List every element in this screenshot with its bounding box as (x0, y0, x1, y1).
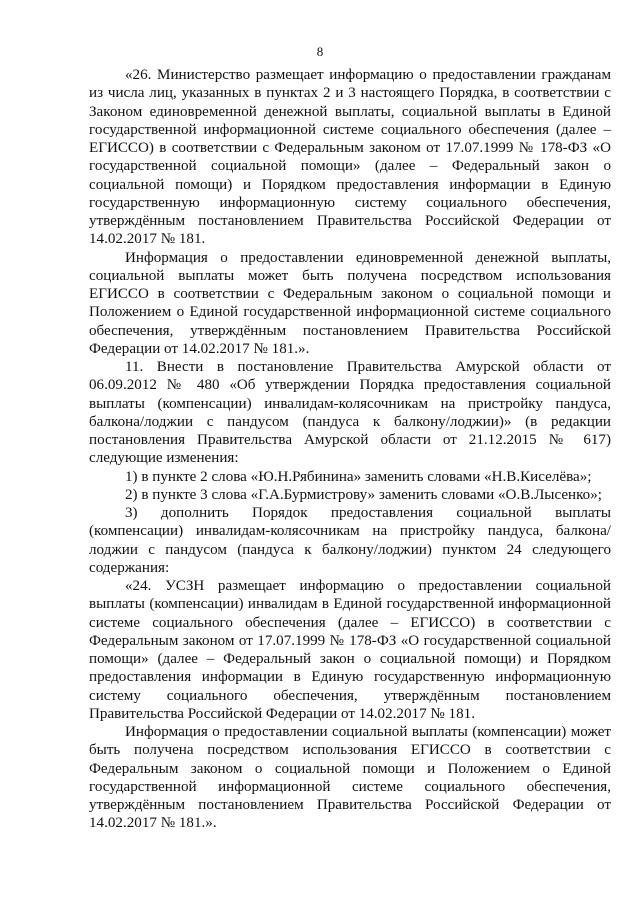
page-number: 8 (316, 44, 324, 59)
paragraph-26-egisso-ministry: «26. Министерство размещает информацию о предоставлении гражданам из числа лиц, указанных в пунктах 2 и 3 настоящего Порядка, в соответствии с Законом единовременной денежной выплаты, социальной выплаты в Единой государственной информационной системе социального обеспечения (далее – ЕГИССО) в соответствии с Федеральным законом от 17.07.1999 № 178-ФЗ «О государственной социальной помощи» (далее – Федеральный закон о социальной помощи) и Порядком предоставления информации в Единую государственную информационную систему социального обеспечения, утверждённым постановлением Правительства Российской Федерации от 14.02.2017 № 181. (89, 67, 611, 248)
paragraph-compensation-information: Информация о предоставлении социальной выплаты (компенсации) может быть получена посредством использования ЕГИССО в соответствии с Федеральным законом о социальной помощи и Положением о Единой государственной информационной системе социального обеспечения, утверждённым постановлением Правительства Российской Федерации от 14.02.2017 № 181.». (89, 724, 611, 832)
list-item-3: 3) дополнить Порядок предоставления социальной выплаты (компенсации) инвалидам-колясочникам на пристройку пандуса, балкона/лоджии с пандусом (пандуса к балкону/лоджии) пунктом 24 следующего содержания: (89, 505, 611, 576)
paragraph-egisso-information: Информация о предоставлении единовременной денежной выплаты, социальной выплаты может быть получена посредством использования ЕГИССО в соответствии с Федеральным законом о социальной помощи и Положением о Единой государственной информационной системе социального обеспечения, утверждённым постановлением Правительства Российской Федерации от 14.02.2017 № 181.». (89, 249, 611, 357)
paragraph-24-uszn: «24. УСЗН размещает информацию о предоставлении социальной выплаты (компенсации) инвалидам в Единой государственной информационной системе социального обеспечения (далее – ЕГИССО) в соответствии с Федеральным законом от 17.07.1999 № 178-ФЗ «О государственной социальной помощи» (далее – Федеральный закон о социальной помощи) и Порядком предоставления информации в Единую государственную информационную систему социального обеспечения, утверждённым постановлением Правительства Российской Федерации от 14.02.2017 № 181. (89, 578, 611, 722)
list-item-2: 2) в пункте 3 слова «Г.А.Бурмистрову» заменить словами «О.В.Лысенко»; (125, 486, 602, 503)
document-body (89, 66, 611, 833)
paragraph-11-amendments: 11. Внести в постановление Правительства Амурской области от 06.09.2012 № 480 «Об утверждении Порядка предоставления социальной выплаты (компенсации) инвалидам-колясочникам на пристройку пандуса, балкона/лоджии с пандусом (пандуса к балкону/лоджии)» (в редакции постановления Правительства Амурской области от 21.12.2015 № 617) следующие изменения: (89, 359, 611, 467)
list-item-1: 1) в пункте 2 слова «Ю.Н.Рябинина» заменить словами «Н.В.Киселёва»; (125, 468, 592, 485)
